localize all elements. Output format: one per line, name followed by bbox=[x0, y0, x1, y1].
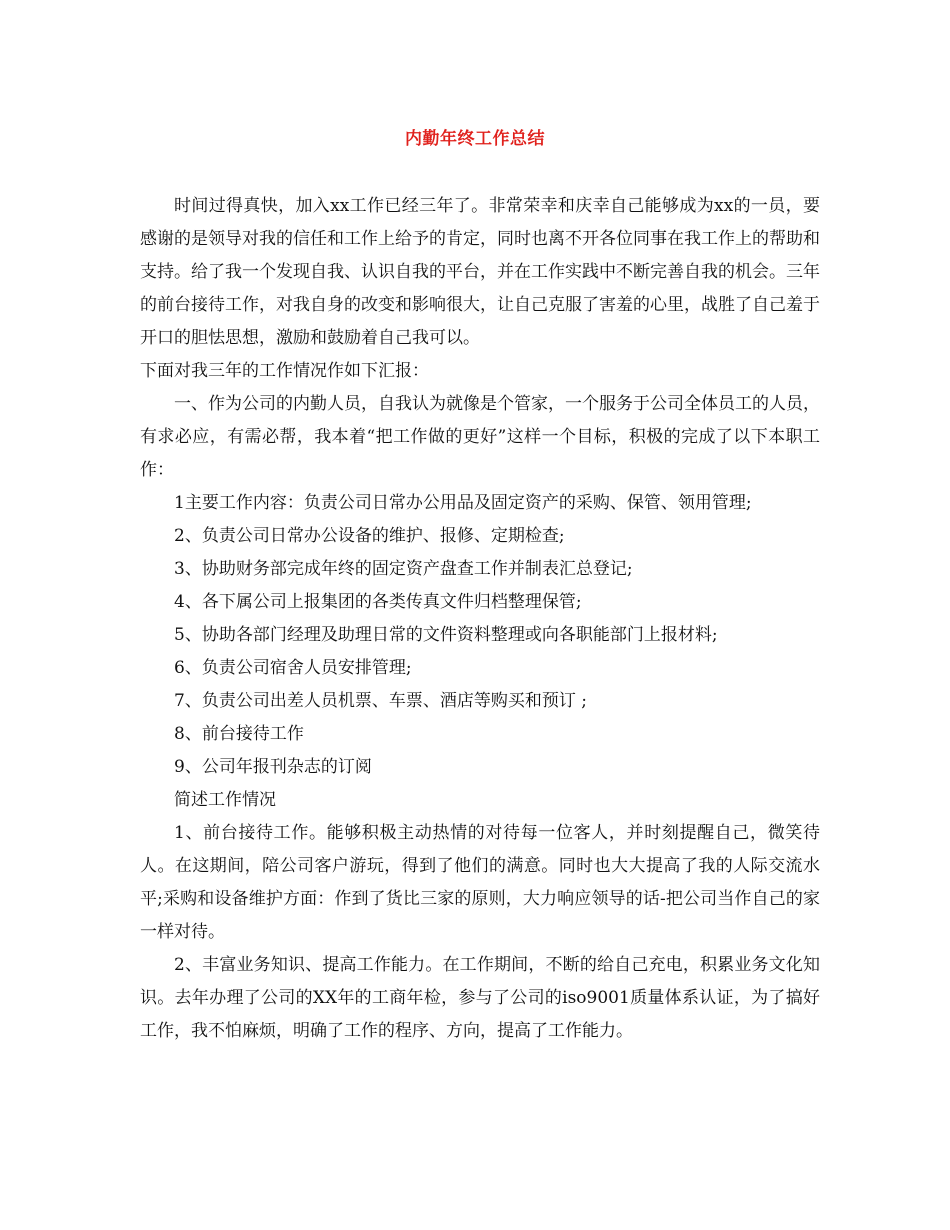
list-item-duty-4: 4、各下属公司上报集团的各类传真文件归档整理保管; bbox=[174, 592, 582, 612]
list-item-duty-2: 2、负责公司日常办公设备的维护、报修、定期检查; bbox=[174, 526, 565, 546]
list-item-duty-9: 9、公司年报刊杂志的订阅 bbox=[174, 757, 372, 777]
list-item-duty-3: 3、协助财务部完成年终的固定资产盘查工作并制表汇总登记; bbox=[174, 559, 633, 579]
list-item-duty-8: 8、前台接待工作 bbox=[174, 724, 304, 744]
list-item-duty-7: 7、负责公司出差人员机票、车票、酒店等购买和预订 ; bbox=[174, 691, 587, 711]
paragraph-intro: 时间过得真快，加入xx工作已经三年了。非常荣幸和庆幸自己能够成为xx的一员，要感谢的是领导对我的信任和工作上给予的肯定，同时也离不开各位同事在我工作上的帮助和支持。给了我一个发现自我、认识自我的平台，并在工作实践中不断完善自我的机会。三年的前台接待工作，对我自身的改变和影响很大，让自己克服了害羞的心里，战胜了自己羞于开口的胆怯思想，激励和鼓励着自己我可以。 bbox=[140, 196, 820, 348]
paragraph-summary-2: 2、丰富业务知识、提高工作能力。在工作期间，不断的给自己充电，积累业务文化知识。去年办理了公司的XX年的工商年检，参与了公司的iso9001质量体系认证，为了搞好工作，我不怕麻烦，明确了工作的程序、方向，提高了工作能力。 bbox=[140, 955, 820, 1041]
list-item-duty-5: 5、协助各部门经理及助理日常的文件资料整理或向各职能部门上报材料; bbox=[174, 625, 718, 645]
section-heading-summary: 简述工作情况 bbox=[174, 790, 276, 810]
document-title: 内勤年终工作总结 bbox=[405, 129, 545, 149]
paragraph-summary-1: 1、前台接待工作。能够积极主动热情的对待每一位客人，并时刻提醒自己，微笑待人。在这期间，陪公司客户游玩，得到了他们的满意。同时也大大提高了我的人际交流水平;采购和设备维护方面：作到了货比三家的原则，大力响应领导的话-把公司当作自己的家一样对待。 bbox=[140, 823, 820, 942]
list-item-duty-1: 1主要工作内容：负责公司日常办公用品及固定资产的采购、保管、领用管理; bbox=[174, 493, 752, 513]
list-item-duty-6: 6、负责公司宿舍人员安排管理; bbox=[174, 658, 412, 678]
paragraph-report-lead: 下面对我三年的工作情况作如下汇报： bbox=[140, 361, 429, 381]
document-body bbox=[140, 190, 820, 1048]
paragraph-section-one: 一、作为公司的内勤人员，自我认为就像是个管家，一个服务于公司全体员工的人员，有求必应，有需必帮，我本着“把工作做的更好”这样一个目标，积极的完成了以下本职工作： bbox=[140, 394, 820, 480]
